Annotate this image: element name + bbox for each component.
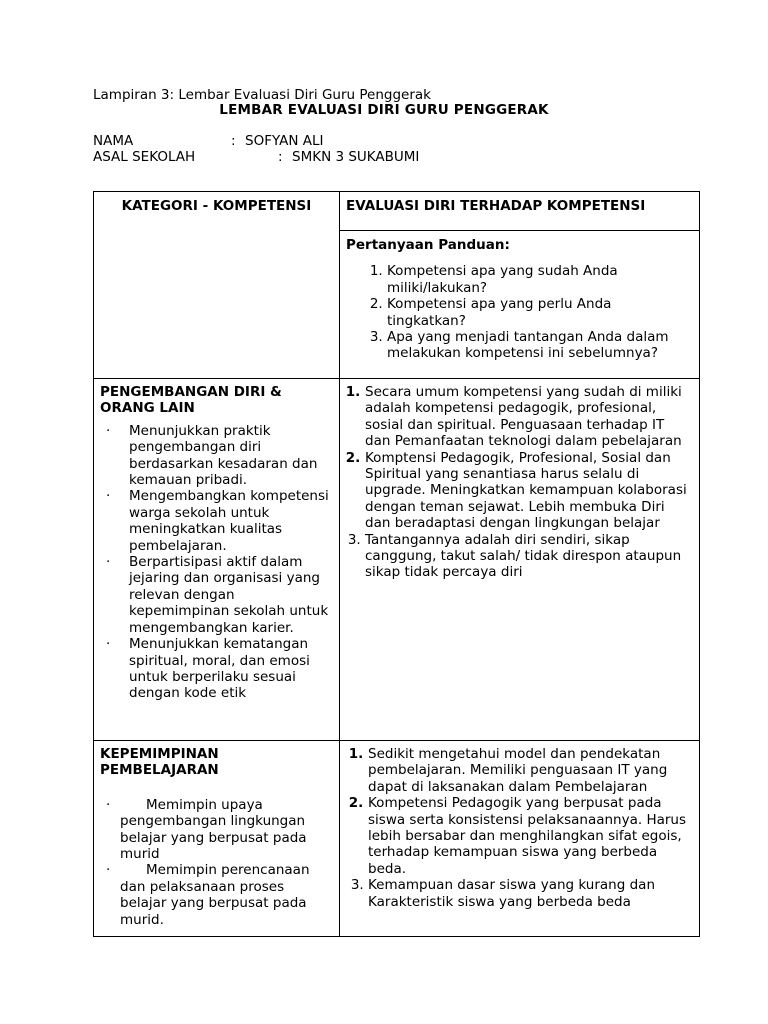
bullet-icon: · xyxy=(106,796,111,813)
category-cell-kepemimpinan xyxy=(94,741,340,937)
answer-item: 3. Kemampuan dasar siswa yang kurang dan Karakteristik siswa yang berbeda beda xyxy=(368,877,693,910)
answer-cell-kepemimpinan xyxy=(340,741,700,937)
panduan-item: 1. Kompetensi apa yang sudah Anda miliki/lakukan? xyxy=(387,263,693,296)
answer-item: 3. Tantangannya adalah diri sendiri, sikap canggung, takut salah/ tidak direspon ataupun sikap tidak percaya diri xyxy=(365,532,693,581)
answer-item: 2. Komptensi Pedagogik, Profesional, Sosial dan Spiritual yang senantiasa harus selalu di upgrade. Meningkatkan kemampuan kolaborasi dengan teman sejawat. Lebih membuka Diri dan beradaptasi dengan lingkungan belajar xyxy=(365,450,693,532)
panduan-cell xyxy=(340,231,700,379)
answer-cell-pengembangan xyxy=(340,379,700,741)
document-title: LEMBAR EVALUASI DIRI GURU PENGGERAK xyxy=(219,102,549,118)
competency-item: · Menunjukkan kematangan spiritual, moral, dan emosi untuk berperilaku sesuai dengan kode etik xyxy=(106,636,310,702)
bullet-icon: · xyxy=(106,636,111,653)
panduan-list xyxy=(346,263,693,361)
competency-item: · Mengembangkan kompetensi warga sekolah untuk meningkatkan kualitas pembelajaran. xyxy=(106,488,329,554)
answer-item: 1. Secara umum kompetensi yang sudah di miliki adalah kompetensi pedagogik, profesional, sosial dan spiritual. Penguasaan terhadap IT dan Pemanfaatan teknologi dalam pebelajaran xyxy=(365,384,693,450)
answer-list-pengembangan xyxy=(343,384,693,581)
evaluation-table xyxy=(93,191,700,937)
answer-list-kepemimpinan xyxy=(346,746,693,910)
competency-list-kepemimpinan xyxy=(100,797,333,928)
competency-item: · Memimpin perencanaan dan pelaksanaan proses belajar yang berpusat pada murid. xyxy=(106,862,310,928)
competency-item: · Menunjukkan praktik pengembangan diri berdasarkan kesadaran dan kemauan pribadi. xyxy=(106,422,318,489)
competency-item: · Berpartisipasi aktif dalam jejaring dan organisasi yang relevan dengan kepemimpinan sekolah untuk mengembangkan karier. xyxy=(106,554,329,636)
header-cell-evaluasi xyxy=(340,192,700,231)
sekolah-value: SMKN 3 SUKABUMI xyxy=(292,149,420,165)
bullet-icon: · xyxy=(106,862,111,879)
kategori-header: KATEGORI - KOMPETENSI xyxy=(121,198,312,214)
bullet-icon: · xyxy=(106,422,111,439)
category-title-pengembangan: PENGEMBANGAN DIRI & ORANG LAIN xyxy=(100,384,282,417)
lampiran-caption: Lampiran 3: Lembar Evaluasi Diri Guru Penggerak xyxy=(93,87,431,103)
header-cell-kategori xyxy=(94,192,340,379)
competency-list-pengembangan xyxy=(100,423,333,702)
answer-item: 1. Sedikit mengetahui model dan pendekatan pembelajaran. Memiliki penguasaan IT yang dapat di laksanakan dalam Pembelajaran xyxy=(368,746,693,795)
panduan-item: 2. Kompetensi apa yang perlu Anda tingkatkan? xyxy=(387,296,693,329)
nama-label: NAMA xyxy=(93,133,134,149)
evaluasi-header: EVALUASI DIRI TERHADAP KOMPETENSI xyxy=(346,198,646,214)
answer-item: 2. Kompetensi Pedagogik yang berpusat pada siswa serta konsistensi pelaksanaannya. Harus lebih bersabar dan menghilangkan sifat egois, terhadap kemampuan siswa yang berbeda beda. xyxy=(368,795,693,877)
panduan-item: 3. Apa yang menjadi tantangan Anda dalam melakukan kompetensi ini sebelumnya? xyxy=(387,329,693,362)
panduan-title: Pertanyaan Panduan: xyxy=(346,237,510,253)
bullet-icon: · xyxy=(106,488,111,505)
bullet-icon: · xyxy=(106,554,111,571)
category-cell-pengembangan xyxy=(94,379,340,741)
nama-separator: : xyxy=(231,133,236,149)
category-title-kepemimpinan: KEPEMIMPINAN PEMBELAJARAN xyxy=(100,746,219,779)
competency-item: · Memimpin upaya pengembangan lingkungan belajar yang berpusat pada murid xyxy=(106,796,307,863)
nama-value: SOFYAN ALI xyxy=(245,133,324,149)
sekolah-separator: : xyxy=(278,149,283,165)
sekolah-label: ASAL SEKOLAH xyxy=(93,149,196,165)
